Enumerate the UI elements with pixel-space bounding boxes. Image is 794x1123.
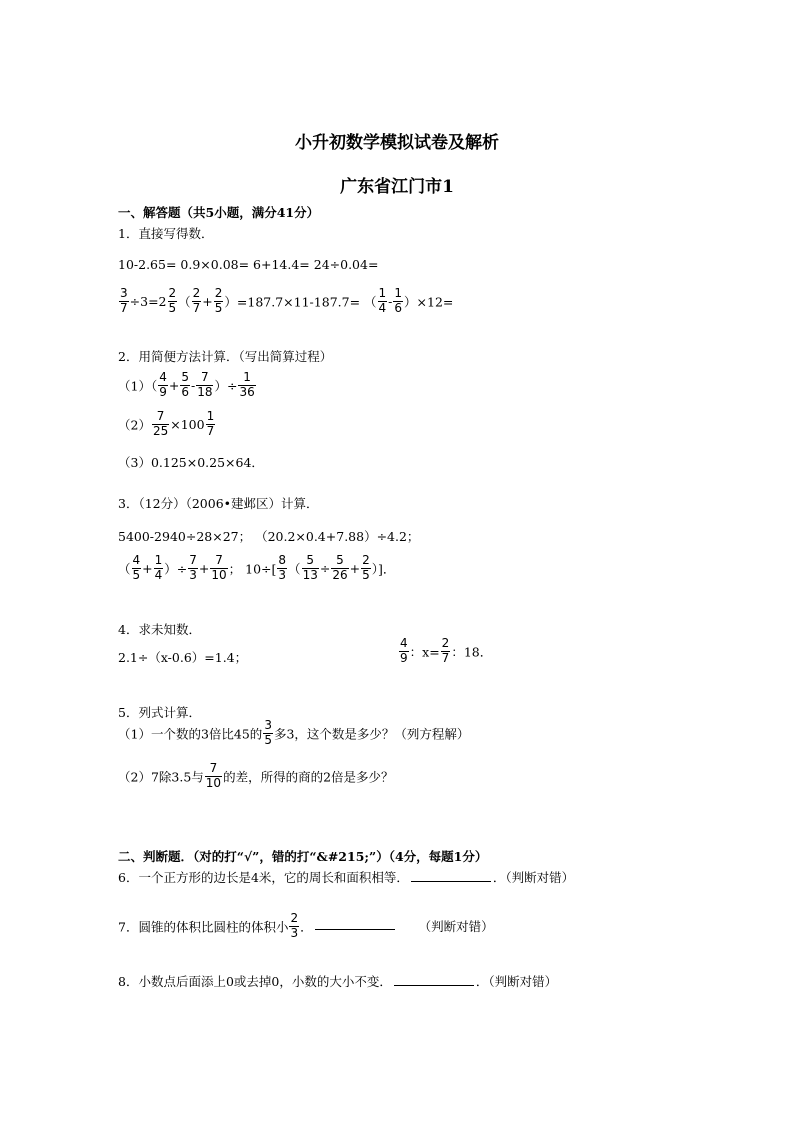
fraction: $\frac{1}{4}$ (378, 286, 387, 315)
q3-label: 3．（12分）（2006•建邺区）计算． (118, 496, 319, 511)
expr-text: ）=187.7×11-187.7= （ (224, 294, 377, 310)
expr-text: （2） (118, 417, 151, 433)
expr-text: （1）（ (118, 378, 158, 394)
answer-blank[interactable] (315, 919, 395, 930)
expr-text: - (190, 377, 196, 393)
fraction: $\frac{5}{6}$ (181, 370, 189, 399)
q2-label: 2．用简便方法计算．（写出简算过程） (118, 349, 333, 364)
expr-text: ； 10÷[ (228, 561, 277, 577)
fraction: $\frac{5}{13}$ (302, 553, 318, 582)
expr-text: + (198, 560, 210, 576)
q1-row1: 10-2.65= 0.9×0.08= 6+14.4= 24÷0.04= (118, 257, 379, 272)
expr-text: ）×12= (404, 294, 454, 310)
fraction: $\frac{2}{3}$ (290, 911, 299, 940)
expr-text: ×100 (170, 416, 205, 432)
expr-text: + (142, 560, 153, 576)
fraction: $\frac{7}{3}$ (189, 553, 197, 582)
q4-equation-right (398, 637, 492, 666)
section-2-header: 二、判断题．（对的打“√”，错的打“&#215;”）（4分，每题1分） (118, 849, 488, 864)
statement-suffix: ．（判断对错） (475, 974, 558, 989)
fraction: $\frac{7}{10}$ (205, 761, 222, 790)
q4-equation-left: 2.1÷（x-0.6）=1.4； (118, 650, 248, 665)
q8-statement (118, 972, 557, 990)
statement-suffix: （判断对错） (418, 919, 494, 935)
q4-label: 4．求未知数． (118, 622, 201, 637)
q2-part1 (118, 371, 257, 400)
fraction: $\frac{4}{9}$ (400, 636, 408, 665)
expr-text: （1）一个数的3倍比45的 (118, 726, 263, 742)
fraction: $\frac{1}{36}$ (239, 370, 255, 399)
expr-text: + (168, 377, 180, 393)
expr-text: ）]． (371, 561, 396, 577)
expr-text: （ (178, 294, 191, 310)
fraction: $\frac{3}{7}$ (120, 286, 128, 315)
fraction: $\frac{2}{7}$ (192, 286, 201, 315)
fraction: $\frac{7}{25}$ (152, 409, 169, 438)
expr-text: 2 (158, 293, 167, 309)
q2-part2 (118, 410, 216, 439)
statement-text: ． (300, 919, 313, 935)
answer-blank[interactable] (394, 975, 474, 986)
q1-row2 (118, 287, 453, 316)
fraction: $\frac{4}{9}$ (159, 370, 167, 399)
document-title: 小升初数学模拟试卷及解析 (295, 133, 499, 153)
q1-label: 1．直接写得数． (118, 226, 214, 241)
q6-statement (118, 868, 574, 886)
answer-blank[interactable] (411, 871, 491, 882)
fraction: $\frac{5}{26}$ (332, 553, 348, 582)
expr-text: ÷ (319, 560, 331, 576)
fraction: $\frac{4}{5}$ (132, 553, 141, 582)
expr-text: （ (118, 561, 131, 577)
fraction: $\frac{2}{5}$ (362, 553, 370, 582)
fraction: $\frac{2}{5}$ (214, 286, 223, 315)
expr-text: - (388, 293, 393, 309)
expr-text: （2）7除3.5与 (118, 769, 204, 785)
statement-text: 8．小数点后面添上0或去掉0，小数的大小不变． (118, 974, 392, 989)
expr-text: ：18． (451, 644, 493, 660)
statement-text: 6．一个正方形的边长是4米，它的周长和面积相等． (118, 870, 409, 885)
q3-row1: 5400-2940÷28×27； （20.2×0.4+7.88）÷4.2； (118, 529, 420, 544)
expr-text: ）÷ (214, 378, 238, 394)
expr-text: 的差，所得的商的2倍是多少？ (223, 769, 394, 785)
q5-part1 (118, 719, 469, 748)
fraction: $\frac{7}{10}$ (211, 553, 227, 582)
fraction: $\frac{2}{7}$ (441, 636, 450, 665)
fraction: $\frac{2}{5}$ (168, 286, 177, 315)
fraction: $\frac{1}{7}$ (206, 409, 215, 438)
fraction: $\frac{1}{6}$ (394, 286, 403, 315)
statement-text: 7．圆锥的体积比圆柱的体积小 (118, 919, 289, 935)
fraction: $\frac{8}{3}$ (278, 553, 287, 582)
expr-text: ：x= (409, 644, 440, 660)
expr-text: （ (288, 561, 301, 577)
fraction: $\frac{7}{18}$ (197, 370, 213, 399)
q2-part3: （3）0.125×0.25×64． (118, 455, 264, 470)
fraction: $\frac{1}{4}$ (154, 553, 163, 582)
expr-text: 多3，这个数是多少？（列方程解） (273, 726, 470, 742)
fraction: $\frac{3}{5}$ (264, 718, 272, 747)
expr-text: ÷3= (129, 293, 159, 309)
expr-text: + (349, 560, 361, 576)
q3-row2 (118, 554, 395, 583)
statement-suffix: ．（判断对错） (492, 870, 575, 885)
q5-label: 5．列式计算． (118, 705, 201, 720)
expr-text: ）÷ (164, 561, 188, 577)
q5-part2 (118, 762, 394, 791)
q7-statement (118, 912, 494, 941)
document-subtitle: 广东省江门市1 (340, 177, 454, 197)
expr-text: + (202, 293, 213, 309)
section-1-header: 一、解答题（共5小题，满分41分） (118, 205, 320, 220)
